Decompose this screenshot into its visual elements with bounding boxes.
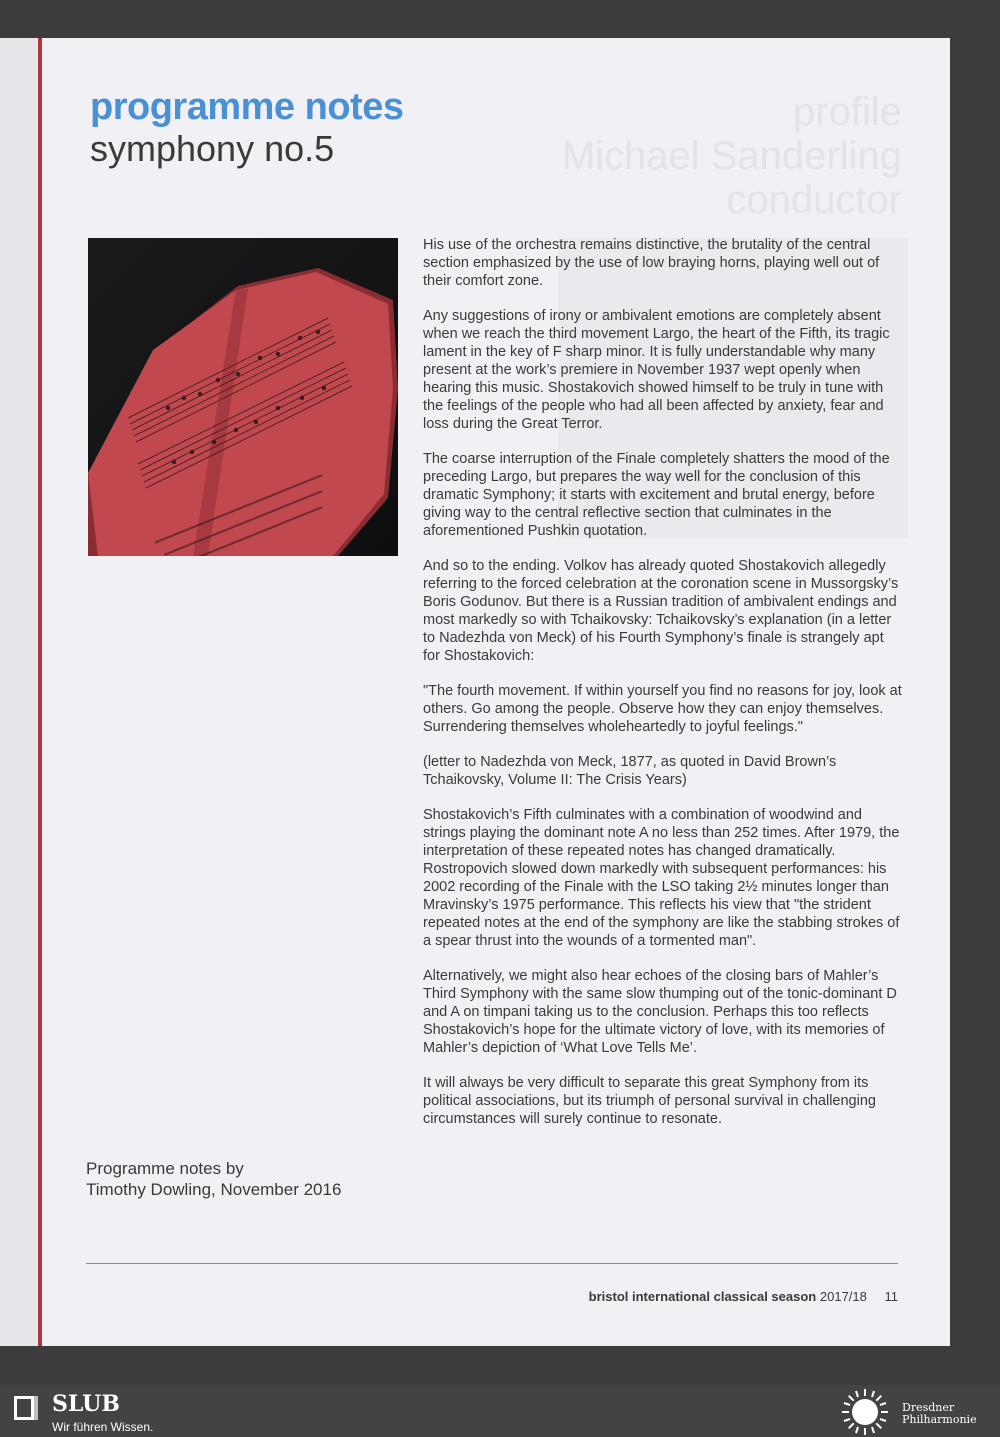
- slub-logo-text: SLUB: [52, 1391, 120, 1417]
- viewer-bottom-bar: [0, 1385, 1000, 1437]
- footer-series: bristol international classical season: [588, 1289, 817, 1304]
- footer-season: 2017/18: [819, 1289, 867, 1304]
- previous-page-edge: [0, 38, 38, 1346]
- credit-author: Timothy Dowling, November 2016: [86, 1180, 342, 1199]
- document-page: [38, 38, 950, 1346]
- paragraph: And so to the ending. Volkov has already quoted Shostakovich allegedly referring to the forced celebration at the coronation scene in Mussorgsky’s Boris Godunov. But there is a Russian tradition of ambivalent endings and most markedly so with Tchaikovsky: Tchaikovsky’s explanation (in a letter to Nadezhda von Meck) of his Fourth Symphony’s finale is strangely apt for Shostakovich:: [423, 558, 899, 664]
- page-footer: [589, 1289, 898, 1304]
- slub-logo-icon: [12, 1393, 40, 1423]
- orchestra-line2: Philharmonie: [902, 1413, 977, 1426]
- dresdner-philharmonie-text: [902, 1402, 977, 1426]
- score-photo: [88, 238, 398, 556]
- paragraph: His use of the orchestra remains distinctive, the brutality of the central section emphasized by the use of low braying horns, playing well out of their comfort zone.: [423, 237, 880, 289]
- slub-tagline: Wir führen Wissen.: [52, 1420, 154, 1434]
- score-illustration: [88, 238, 398, 556]
- dresdner-philharmonie-logo-icon: [840, 1387, 890, 1437]
- footer-divider: [86, 1263, 898, 1264]
- paragraph: Any suggestions of irony or ambivalent emotions are completely absent when we reach the third movement Largo, the heart of the Fifth, its tragic lament in the key of F sharp minor. It is fully understandable why many present at the work’s premiere in November 1937 wept openly when hearing this music. Shostakovich showed himself to be truly in tune with the feelings of the people who had all been affected by anxiety, fear and loss during the Great Terror.: [423, 308, 890, 432]
- paragraph: The coarse interruption of the Finale completely shatters the mood of the preceding Largo, but prepares the way well for the conclusion of this dramatic Symphony; it starts with excitement and brutal energy, before giving way to the central reflective section that culminates in the aforementioned Pushkin quotation.: [423, 451, 890, 539]
- credit-line: Programme notes by: [86, 1159, 244, 1178]
- page-subtitle: symphony no.5: [90, 128, 335, 169]
- author-credit: [86, 1158, 386, 1200]
- page-title: programme notes: [90, 86, 404, 128]
- orchestra-line1: Dresdner: [902, 1401, 955, 1414]
- quote-paragraph: "The fourth movement. If within yourself you find no reasons for joy, look at others. Go among the people. Observe how they can enjoy themselves. Surrendering themselves wholeheartedly to joyful feelings.": [423, 683, 902, 735]
- bleed-through-text: profile Michael Sanderling conductor: [561, 90, 902, 222]
- page-number: 11: [884, 1289, 898, 1304]
- citation-paragraph: (letter to Nadezhda von Meck, 1877, as quoted in David Brown’s Tchaikovsky, Volume II: The Crisis Years): [423, 754, 837, 788]
- binding-edge: [38, 38, 42, 1346]
- paragraph: It will always be very difficult to separate this great Symphony from its political associations, but its triumph of personal survival in challenging circumstances will surely continue to resonate.: [423, 1075, 876, 1127]
- paragraph: Shostakovich’s Fifth culminates with a combination of woodwind and strings playing the dominant note A no less than 252 times. After 1979, the interpretation of these repeated notes has changed dramatically. Rostropovich slowed down markedly with subsequent performances: his 2002 recording of the Finale with the LSO taking 2½ minutes longer than Mravinsky’s 1975 performance. This reflects his view that "the strident repeated notes at the end of the symphony are like the stabbing strokes of a spear thrust into the wounds of a tormented man".: [423, 807, 900, 949]
- article-body: [423, 236, 903, 1145]
- paragraph: Alternatively, we might also hear echoes of the closing bars of Mahler’s Third Symphony with the same slow thumping out of the tonic-dominant D and A on timpani taking us to the conclusion. Perhaps this too reflects Shostakovich’s hope for the ultimate victory of love, with its memories of Mahler’s depiction of ‘What Love Tells Me’.: [423, 968, 897, 1056]
